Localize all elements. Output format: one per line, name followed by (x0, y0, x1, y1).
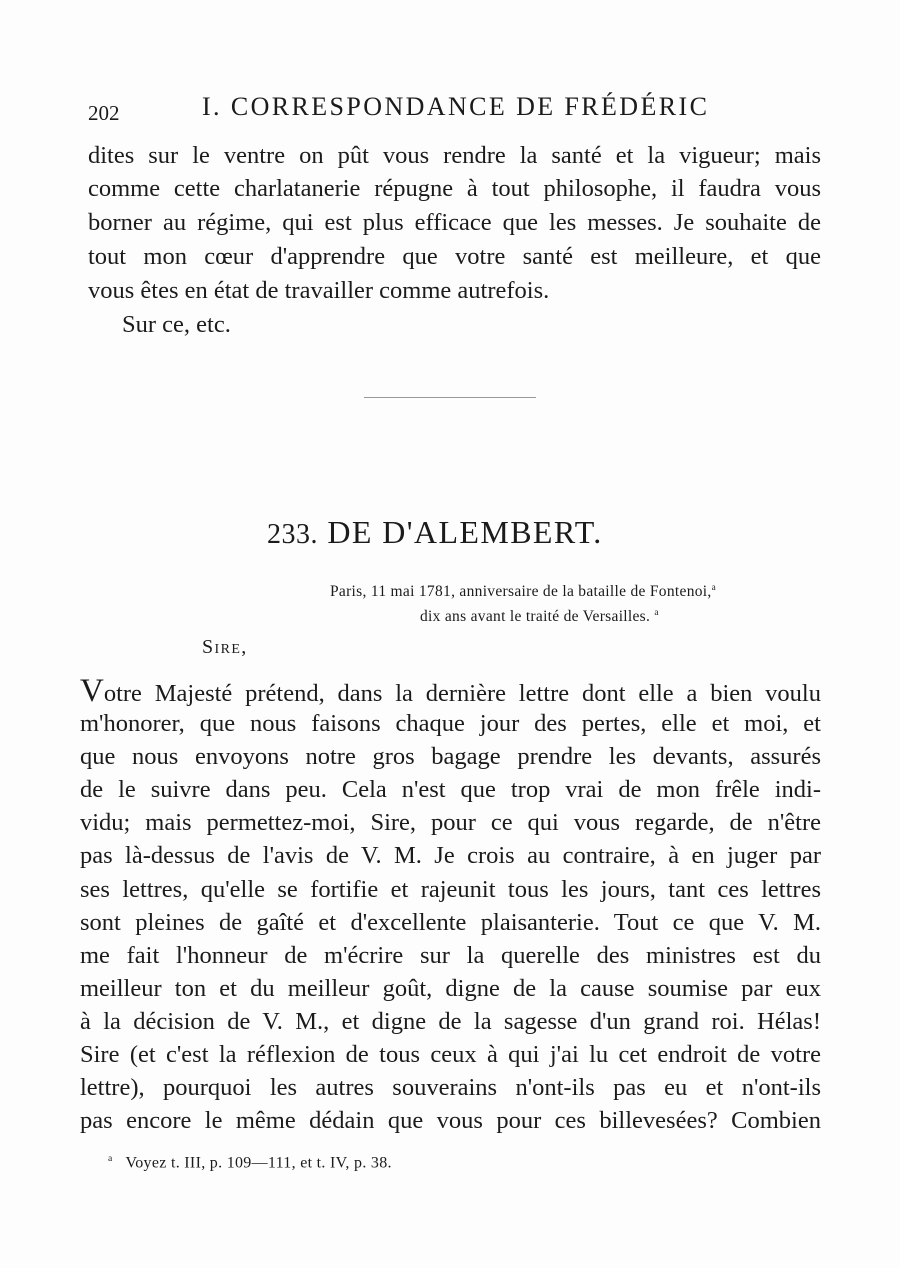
text-line: comme cette charlatanerie répugne à tout philosophe, il faudra vous (88, 175, 821, 202)
body-line: me fait l'honneur de m'écrire sur la querelle des ministres est du (80, 942, 821, 969)
footnote (108, 1153, 392, 1172)
body-line: meilleur ton et du meilleur goût, digne de la cause soumise par eux (80, 975, 821, 1002)
footnote-marker: a (711, 583, 717, 593)
body-line: à la décision de V. M., et digne de la sagesse d'un grand roi. Hélas! (80, 1008, 821, 1035)
drop-cap: V (80, 673, 104, 709)
dateline-text: Paris, 11 mai 1781, anniversaire de la bataille de Fontenoi, (330, 583, 712, 601)
text-line: dites sur le ventre on pût vous rendre la santé et la vigueur; mais (88, 142, 821, 169)
dateline-text: dix ans avant le traité de Versailles. (420, 608, 651, 626)
body-line: sont pleines de gaîté et d'excellente plaisanterie. Tout ce que V. M. (80, 909, 821, 936)
dateline (330, 583, 716, 601)
body-line: pas là-dessus de l'avis de V. M. Je crois au contraire, à en juger par (80, 842, 821, 869)
dateline (420, 608, 659, 626)
body-line: ses lettres, qu'elle se fortifie et rajeunit tous les jours, tant ces lettres (80, 876, 821, 903)
body-line: vidu; mais permettez-moi, Sire, pour ce qui vous regarde, de n'être (80, 809, 821, 836)
letter-number: 233. (267, 519, 318, 550)
letter-title (267, 514, 603, 551)
footnote-text: Voyez t. III, p. 109—111, et t. IV, p. 38. (125, 1154, 392, 1172)
closing-formula: Sur ce, etc. (122, 311, 231, 338)
footnote-marker: a (654, 608, 659, 618)
body-line: que nous envoyons notre gros bagage prendre les devants, assurés (80, 743, 821, 770)
body-line-text: otre Majesté prétend, dans la dernière lettre dont elle a bien voulu (103, 680, 821, 707)
page-number: 202 (88, 101, 120, 125)
body-line: de le suivre dans peu. Cela n'est que trop vrai de mon frêle indi- (80, 776, 821, 803)
body-line: lettre), pourquoi les autres souverains n'ont-ils pas eu et n'ont-ils (80, 1074, 821, 1101)
body-line: Sire (et c'est la réflexion de tous ceux à qui j'ai lu cet endroit de votre (80, 1041, 821, 1068)
text-line: borner au régime, qui est plus efficace que les messes. Je souhaite de (88, 209, 821, 236)
letter-heading: DE D'ALEMBERT. (327, 514, 603, 550)
salutation: Sire, (202, 636, 248, 658)
text-line: tout mon cœur d'apprendre que votre santé est meilleure, et que (88, 243, 821, 270)
section-divider (364, 397, 536, 398)
text-line: vous êtes en état de travailler comme autrefois. (88, 277, 550, 304)
running-head: I. CORRESPONDANCE DE FRÉDÉRIC (202, 92, 710, 121)
footnote-marker: a (108, 1153, 113, 1164)
body-line: m'honorer, que nous faisons chaque jour des pertes, elle et moi, et (80, 710, 821, 737)
body-line: pas encore le même dédain que vous pour ces billevesées? Combien (80, 1107, 821, 1134)
body-line (80, 675, 821, 708)
